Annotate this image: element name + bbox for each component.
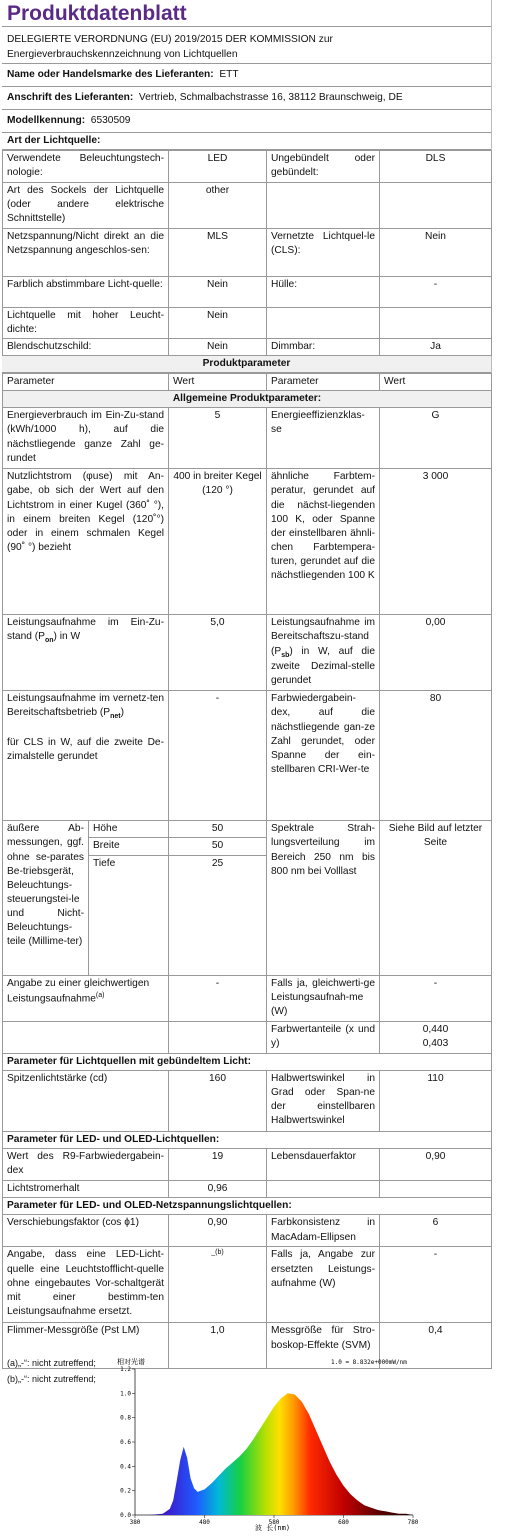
cell-label: Angabe, dass eine LED-Licht-quelle eine Leuchtstofflicht-quelle ohne eingebautes Vor-schaltgerät mit einer bestimm-ten Leistungsaufnahme ersetzt. <box>3 1247 169 1323</box>
cell-value: MLS <box>169 229 267 277</box>
cell-value: LED <box>169 151 267 183</box>
column-header: Parameter <box>3 374 169 391</box>
address-row <box>2 87 491 110</box>
cell-value: - <box>380 976 492 1022</box>
cell-value: other <box>169 183 267 229</box>
spectrum-chart-svg <box>113 1355 423 1533</box>
cell-label: Halbwertswinkel in Grad oder Span-ne der einstellbaren Halbwertswinkel <box>267 1071 380 1132</box>
cell-value: 19 <box>169 1149 267 1181</box>
y-tick-label: 1.2 <box>120 1366 131 1373</box>
x-tick-label: 780 <box>407 1519 419 1526</box>
y-tick-label: 0.4 <box>120 1463 131 1471</box>
cell-label <box>3 976 169 1022</box>
general-section-header: Allgemeine Produktparameter: <box>3 391 492 408</box>
text: Leistungsaufnahme im Ein-Zu-stand (P <box>7 617 164 643</box>
text: für CLS in W, auf die zweite De-zimalstelle gerundet <box>7 737 164 763</box>
address-label: Anschrift des Lieferanten: <box>7 92 134 103</box>
chroma-x: 0,440 <box>422 1024 449 1036</box>
subscript: sb <box>281 651 290 659</box>
cell-value: 400 in breiter Kegel (120 °) <box>169 469 267 615</box>
cell-value: Siehe Bild auf letzter Seite <box>380 821 492 976</box>
table-row <box>3 1022 492 1054</box>
cell-label: Farbwiedergabein-dex, auf die nächstliegende gan-ze Zahl gerundet, oder Spanne der ein-stellbaren CRI-Wer-te <box>267 691 380 821</box>
cell-empty <box>267 1181 380 1198</box>
dim-depth-value: 25 <box>169 855 267 872</box>
column-header: Wert <box>169 374 267 391</box>
table-row <box>3 408 492 469</box>
cell-value: 0,00 <box>380 615 492 691</box>
cell-empty <box>267 183 380 229</box>
table-row <box>3 615 492 691</box>
cell-value: 5,0 <box>169 615 267 691</box>
supplier-label: Name oder Handelsmarke des Lieferanten: <box>7 69 214 80</box>
spectrum-series-area <box>135 1393 413 1515</box>
table-row <box>3 1071 492 1132</box>
cell-value: - <box>380 1247 492 1323</box>
cell-label: Farbwertanteile (x und y) <box>267 1022 380 1054</box>
column-header: Parameter <box>267 374 380 391</box>
cell-label: Messgröße für Stro-boskop-Effekte (SVM) <box>267 1323 380 1369</box>
cell-value: - <box>380 277 492 308</box>
text: ) in W <box>53 631 81 643</box>
dim-height-label: Höhe <box>89 821 169 838</box>
cell-value: 110 <box>380 1071 492 1132</box>
cell-value: Nein <box>169 339 267 356</box>
table-row <box>3 339 492 356</box>
cell-label: Lichtquelle mit hoher Leucht-dichte: <box>3 308 169 339</box>
table-row <box>3 1181 492 1198</box>
light-type-section-header: Art der Lichtquelle: <box>2 133 491 150</box>
dim-depth-label: Tiefe <box>89 855 169 872</box>
cell-value: 6 <box>380 1215 492 1247</box>
cell-value: 3 000 <box>380 469 492 615</box>
cell-empty <box>380 183 492 229</box>
cell-label: Wert des R9-Farbwiedergabein-dex <box>3 1149 169 1181</box>
cell-value: 160 <box>169 1071 267 1132</box>
y-tick-label: 1.0 <box>120 1390 131 1398</box>
table-row <box>3 1215 492 1247</box>
y-tick-label: 0.2 <box>120 1487 131 1495</box>
cell-label: Spektrale Strah-lungsverteilung im Bereich 250 nm bis 800 nm bei Volllast <box>267 821 380 976</box>
x-tick-label: 380 <box>129 1519 141 1526</box>
mains-section-header: Parameter für LED- und OLED-Netzspannungslichtquellen: <box>3 1198 492 1215</box>
cell-value: - <box>169 691 267 821</box>
led-section-header: Parameter für LED- und OLED-Lichtquellen: <box>3 1132 492 1149</box>
section-row <box>3 1132 492 1149</box>
cell-value: DLS <box>380 151 492 183</box>
product-datasheet <box>2 0 492 1369</box>
cell-label: Energieeffizienzklas-se <box>267 408 380 469</box>
regulation-subtitle <box>2 27 491 64</box>
cell-value: Nein <box>169 277 267 308</box>
subscript: net <box>110 713 121 721</box>
cell-empty <box>380 308 492 339</box>
dimensions-label: äußere Ab-messungen, ggf. ohne se-parates Be-triebsgerät, Beleuchtungs-steuerungstei-le und Nicht-Beleuchtungs-teile (Millime-ter) <box>3 821 89 976</box>
cell-value: - <box>169 976 267 1022</box>
subtitle-line-2: Energieverbrauchskennzeichnung von Lichtquellen <box>7 49 238 60</box>
address-value: Vertrieb, Schmalbachstrasse 16, 38112 Braunschweig, DE <box>138 92 403 103</box>
chart-annotation: 1.0 = 8.832e+000mW/nm <box>331 1359 407 1366</box>
cell-label: ähnliche Farbtem-peratur, gerundet auf die nächst-liegenden 100 K, oder Spanne der einstellbaren ähnli-chen Farbtempera-turen, gerundet auf die nächstliegenden 100 K <box>267 469 380 615</box>
dim-width-value: 50 <box>169 838 267 855</box>
cell-label: Ungebündelt oder gebündelt: <box>267 151 380 183</box>
cell-label: Vernetzte Lichtquel-le (CLS): <box>267 229 380 277</box>
text: Leistungsaufnahme im Bereitschaftszu-stand (P <box>271 617 375 657</box>
cell-label <box>267 615 380 691</box>
page-title: Produktdatenblatt <box>2 0 491 27</box>
cell-label: Verwendete Beleuchtungstech-nologie: <box>3 151 169 183</box>
table-header-row <box>3 374 492 391</box>
y-tick-label: 0.8 <box>120 1414 131 1422</box>
cell-empty <box>89 872 169 976</box>
text: ) <box>120 707 124 719</box>
x-axis-label: 波 长(nm) <box>255 1524 291 1532</box>
superscript: (a) <box>95 992 105 1000</box>
product-params-section-header: Produktparameter <box>2 356 491 373</box>
cell-label: Farbkonsistenz in MacAdam-Ellipsen <box>267 1215 380 1247</box>
table-row <box>3 183 492 229</box>
supplier-row <box>2 64 491 87</box>
table-row <box>3 691 492 821</box>
table-row <box>3 229 492 277</box>
cell-value <box>380 1022 492 1054</box>
cell-empty <box>169 872 267 976</box>
dim-height-value: 50 <box>169 821 267 838</box>
x-tick-label: 680 <box>338 1519 349 1526</box>
cell-label: Flimmer-Messgröße (Pst LM) <box>3 1323 169 1369</box>
cell-label <box>3 615 169 691</box>
table-row <box>3 308 492 339</box>
text: Leistungsaufnahme im vernetz-ten Bereitschaftsbetrieb (P <box>7 693 164 719</box>
chart-title: 相对光谱 <box>117 1358 145 1366</box>
cell-label: Farblich abstimmbare Licht-quelle: <box>3 277 169 308</box>
chroma-y: 0,403 <box>422 1038 449 1050</box>
light-type-table <box>2 150 492 356</box>
y-tick-label: 0.0 <box>120 1512 131 1519</box>
supplier-value: ETT <box>219 69 239 80</box>
cell-value: 0,96 <box>169 1181 267 1198</box>
dim-width-label: Breite <box>89 838 169 855</box>
cell-label: Lebensdauerfaktor <box>267 1149 380 1181</box>
cell-empty <box>380 1181 492 1198</box>
footnotes <box>7 1355 96 1387</box>
subtitle-line-1: DELEGIERTE VERORDNUNG (EU) 2019/2015 DER KOMMISSION zur <box>7 34 333 45</box>
cell-value: 0,90 <box>380 1149 492 1181</box>
x-tick-label: 580 <box>268 1519 280 1526</box>
cell-value: G <box>380 408 492 469</box>
cell-value: _(b) <box>169 1247 267 1323</box>
table-row <box>3 1149 492 1181</box>
section-row <box>3 1198 492 1215</box>
cell-value: 5 <box>169 408 267 469</box>
cell-empty <box>169 1022 267 1054</box>
cell-value: 1,0 <box>169 1323 267 1369</box>
cell-label: Verschiebungsfaktor (cos ϕ1) <box>3 1215 169 1247</box>
cell-empty <box>267 308 380 339</box>
cell-label: Nutzlichtstrom (φuse) mit An-gabe, ob sich der Wert auf den Lichtstrom in einer Kugel (360˚ °), in einem breiten Kegel (120˚°) oder in einem schmalen Kegel (90˚ °) bezieht <box>3 469 169 615</box>
cell-label: Lichtstromerhalt <box>3 1181 169 1198</box>
text: Angabe zu einer gleichwertigen Leistungsaufnahme <box>7 978 150 1005</box>
footnote-b: (b)„-“: nicht zutreffend; <box>7 1374 96 1384</box>
section-row <box>3 1054 492 1071</box>
cell-value: 0,90 <box>169 1215 267 1247</box>
spectrum-chart <box>113 1355 423 1533</box>
cell-label: Hülle: <box>267 277 380 308</box>
cell-label: Falls ja, Angabe zur ersetzten Leistungs-aufnahme (W) <box>267 1247 380 1323</box>
cell-label <box>3 691 169 821</box>
model-row <box>2 110 491 133</box>
product-params-table <box>2 373 492 1369</box>
cell-label: Falls ja, gleichwerti-ge Leistungsaufnah-me (W) <box>267 976 380 1022</box>
table-row <box>3 277 492 308</box>
y-tick-label: 0.6 <box>120 1439 131 1446</box>
cell-label: Netzspannung/Nicht direkt an die Netzspannung angeschlos-sen: <box>3 229 169 277</box>
table-row <box>3 151 492 183</box>
footnote-a: (a)„-“: nicht zutreffend; <box>7 1358 96 1368</box>
model-label: Modellkennung: <box>7 115 86 126</box>
table-row <box>3 821 492 838</box>
subscript: on <box>44 637 54 645</box>
table-row <box>3 976 492 1022</box>
cell-empty <box>3 1022 169 1054</box>
cell-value: 0,4 <box>380 1323 492 1369</box>
cell-value: 80 <box>380 691 492 821</box>
table-row <box>3 469 492 615</box>
cell-label: Art des Sockels der Lichtquelle (oder andere elektrische Schnittstelle) <box>3 183 169 229</box>
text: ) in W, auf die zweite Dezimal-stelle gerundet <box>271 645 375 687</box>
cell-label: Spitzenlichtstärke (cd) <box>3 1071 169 1132</box>
model-value: 6530509 <box>90 115 131 126</box>
cell-label: Energieverbrauch im Ein-Zu-stand (kWh/1000 h), auf die nächstliegende ganze Zahl ge-rundet <box>3 408 169 469</box>
cell-value: Nein <box>380 229 492 277</box>
bundled-section-header: Parameter für Lichtquellen mit gebündeltem Licht: <box>3 1054 492 1071</box>
table-row <box>3 1247 492 1323</box>
cell-label: Dimmbar: <box>267 339 380 356</box>
x-tick-label: 480 <box>199 1519 210 1526</box>
section-row <box>3 391 492 408</box>
cell-value: Ja <box>380 339 492 356</box>
column-header: Wert <box>380 374 492 391</box>
cell-value: Nein <box>169 308 267 339</box>
cell-label: Blendschutzschild: <box>3 339 169 356</box>
